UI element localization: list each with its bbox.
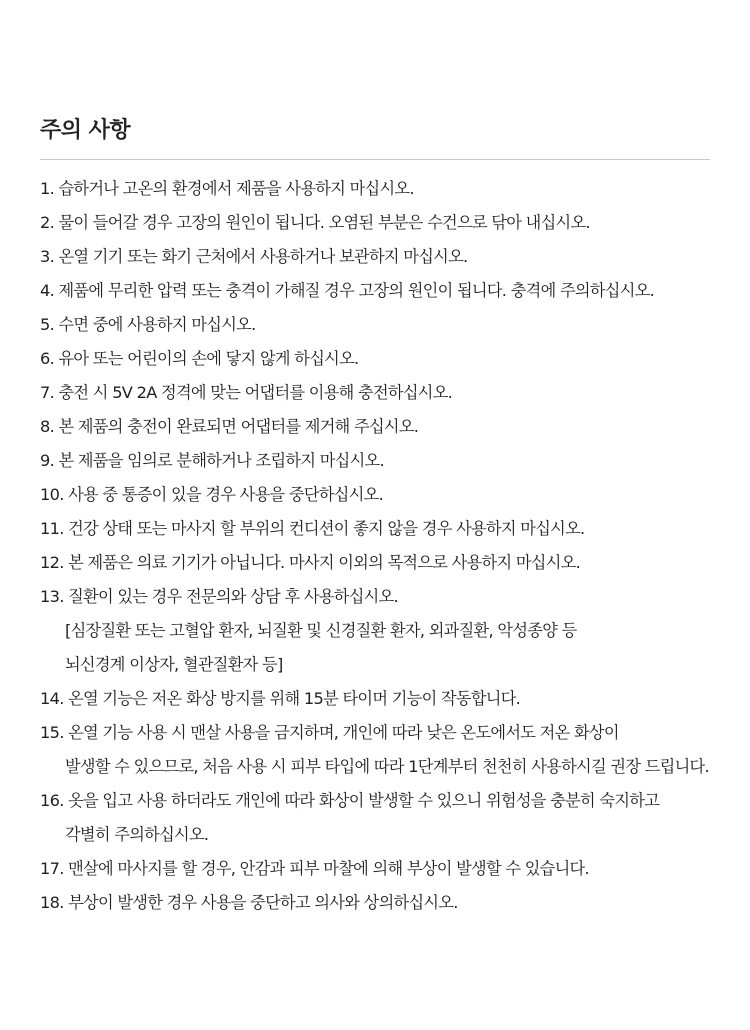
caution-item: [40, 852, 750, 886]
caution-item-text: 9. 본 제품을 임의로 분해하거나 조립하지 마십시오.: [40, 451, 384, 470]
caution-item: [40, 274, 750, 308]
caution-item-text: 2. 물이 들어갈 경우 고장의 원인이 됩니다. 오염된 부분은 수건으로 닦아 내십시오.: [40, 213, 590, 232]
caution-item-text: 1. 습하거나 고온의 환경에서 제품을 사용하지 마십시오.: [40, 179, 414, 198]
caution-item: [40, 886, 750, 920]
caution-item: [40, 716, 750, 784]
caution-item-text: 15. 온열 기능 사용 시 맨살 사용을 금지하며, 개인에 따라 낮은 온도에서도 저온 화상이: [40, 723, 619, 742]
caution-item-text: 14. 온열 기능은 저온 화상 방지를 위해 15분 타이머 기능이 작동합니다.: [40, 689, 521, 708]
caution-item-text: 11. 건강 상태 또는 마사지 할 부위의 컨디션이 좋지 않을 경우 사용하지 마십시오.: [40, 519, 585, 538]
caution-item-text: 3. 온열 기기 또는 화기 근처에서 사용하거나 보관하지 마십시오.: [40, 247, 468, 266]
caution-item-continuation: 발생할 수 있으므로, 처음 사용 시 피부 타입에 따라 1단계부터 천천히 사용하시길 권장 드립니다.: [65, 757, 709, 776]
caution-item: [40, 342, 750, 376]
caution-item: [40, 682, 750, 716]
caution-item-continuation: 각별히 주의하십시오.: [65, 825, 209, 844]
caution-item-text: 7. 충전 시 5V 2A 정격에 맞는 어댑터를 이용해 충전하십시오.: [40, 383, 453, 402]
caution-list: [40, 172, 750, 920]
caution-item-text: 16. 옷을 입고 사용 하더라도 개인에 따라 화상이 발생할 수 있으니 위험성을 충분히 숙지하고: [40, 791, 660, 810]
caution-item: [40, 308, 750, 342]
caution-item-text: 10. 사용 중 통증이 있을 경우 사용을 중단하십시오.: [40, 485, 384, 504]
caution-item-text: 4. 제품에 무리한 압력 또는 충격이 가해질 경우 고장의 원인이 됩니다. 충격에 주의하십시오.: [40, 281, 655, 300]
caution-item-text: 18. 부상이 발생한 경우 사용을 중단하고 의사와 상의하십시오.: [40, 893, 458, 912]
caution-item-text: 6. 유아 또는 어린이의 손에 닿지 않게 하십시오.: [40, 349, 359, 368]
caution-item: [40, 172, 750, 206]
caution-item: [40, 478, 750, 512]
caution-item-text: 5. 수면 중에 사용하지 마십시오.: [40, 315, 256, 334]
caution-item-text: 12. 본 제품은 의료 기기가 아닙니다. 마사지 이외의 목적으로 사용하지 마십시오.: [40, 553, 581, 572]
title-divider: [40, 159, 710, 160]
section-title: 주의 사항: [40, 118, 131, 143]
caution-item: [40, 376, 750, 410]
caution-item-text: 8. 본 제품의 충전이 완료되면 어댑터를 제거해 주십시오.: [40, 417, 419, 436]
caution-item-continuation: 뇌신경계 이상자, 혈관질환자 등]: [65, 655, 283, 674]
caution-item: [40, 546, 750, 580]
caution-item: [40, 410, 750, 444]
caution-item-text: 13. 질환이 있는 경우 전문의와 상담 후 사용하십시오.: [40, 587, 398, 606]
caution-item: [40, 206, 750, 240]
caution-item-text: 17. 맨살에 마사지를 할 경우, 안감과 피부 마찰에 의해 부상이 발생할 수 있습니다.: [40, 859, 589, 878]
caution-item: [40, 240, 750, 274]
caution-item: [40, 444, 750, 478]
caution-item: [40, 512, 750, 546]
caution-item-continuation: [심장질환 또는 고혈압 환자, 뇌질환 및 신경질환 환자, 외과질환, 악성종양 등: [65, 621, 577, 640]
caution-item: [40, 784, 750, 852]
caution-item: [40, 580, 750, 682]
